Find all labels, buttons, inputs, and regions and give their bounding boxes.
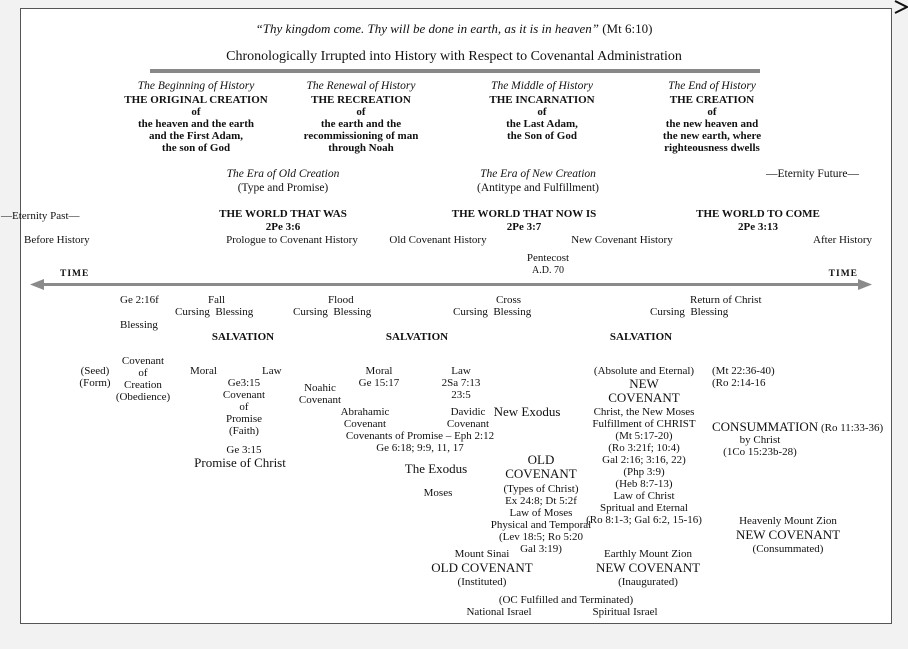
time-label-right: TIME bbox=[828, 269, 858, 279]
spiritual-israel: Spiritual Israel bbox=[592, 606, 658, 618]
world-to-come-ref: 2Pe 3:13 bbox=[737, 221, 779, 233]
cross-cursing-blessing: Cursing Blessing bbox=[453, 306, 532, 318]
verse-ref: (Mt 6:10) bbox=[602, 21, 653, 36]
ge315-label: Ge 3:15 bbox=[226, 444, 262, 456]
promise-of-christ: Promise of Christ bbox=[194, 455, 286, 470]
header-verse bbox=[256, 22, 653, 36]
salvation-1: SALVATION bbox=[211, 331, 275, 343]
mount-sinai: Mount Sinai bbox=[454, 548, 510, 560]
era-middle-text: THE INCARNATION of the Last Adam, the Son of God bbox=[489, 94, 595, 142]
heavenly-new-covenant: NEW COVENANT bbox=[735, 527, 841, 542]
era-beginning-text: THE ORIGINAL CREATION of the heaven and the earth and the First Adam, the son of God bbox=[124, 94, 268, 154]
after-history: After History bbox=[813, 234, 872, 246]
new-covenant-body: Christ, the New Moses Fulfillment of CHRIST (Mt 5:17-20) (Ro 3:21f; 10:4) Gal 2:16; 3:16, 22) (Php 3:9) (Heb 8:7-13) Law of Christ Spritual and Eternal (Ro 8:1-3; Gal 6:2, 15-16) bbox=[586, 406, 702, 526]
seed-form: (Seed) (Form) bbox=[79, 365, 111, 389]
pentecost-date: A.D. 70 bbox=[532, 265, 564, 276]
before-history: Before History bbox=[24, 234, 90, 246]
eternity-past: —Eternity Past— bbox=[1, 210, 80, 222]
era-end-italic: The End of History bbox=[668, 80, 756, 92]
header-rule bbox=[150, 69, 760, 75]
fall-label: Fall bbox=[208, 294, 226, 306]
moses-label: Moses bbox=[423, 487, 453, 499]
old-covenant-title: OLD COVENANT bbox=[505, 452, 577, 481]
heavenly-mount-zion: Heavenly Mount Zion bbox=[739, 515, 837, 527]
world-now-ref: 2Pe 3:7 bbox=[506, 221, 542, 233]
consummation-title: CONSUMMATION bbox=[712, 419, 819, 434]
cross-label: Cross bbox=[496, 294, 522, 306]
new-exodus: New Exodus bbox=[493, 404, 561, 419]
by-christ: by Christ (1Co 15:23b-28) bbox=[723, 434, 797, 458]
era-old-creation: The Era of Old Creation bbox=[226, 168, 340, 180]
verse-text: “Thy kingdom come. Thy will be done in earth, as it is in heaven” bbox=[255, 21, 599, 36]
fall-cursing-blessing: Cursing Blessing bbox=[175, 306, 254, 318]
salvation-2: SALVATION bbox=[385, 331, 449, 343]
covenant-of-promise: Ge3:15 Covenant of Promise (Faith) bbox=[222, 377, 266, 437]
new-covenant-title: NEW COVENANT bbox=[608, 376, 680, 405]
davidic-covenant: Davidic Covenant bbox=[446, 406, 490, 430]
heavenly-consummated: (Consummated) bbox=[752, 543, 824, 555]
earthly-inaugurated: (Inaugurated) bbox=[618, 576, 678, 588]
world-now: THE WORLD THAT NOW IS bbox=[451, 208, 597, 220]
era-new-creation-sub: (Antitype and Fulfillment) bbox=[476, 182, 600, 194]
law-label-1: Law bbox=[262, 365, 282, 377]
mt22-refs: (Mt 22:36-40) (Ro 2:14-16 bbox=[712, 365, 775, 389]
era-old-creation-sub: (Type and Promise) bbox=[237, 182, 329, 194]
era-beginning-italic: The Beginning of History bbox=[137, 80, 255, 92]
covenant-of-creation: Covenant of Creation (Obedience) bbox=[115, 355, 171, 403]
pentecost-label: Pentecost bbox=[526, 252, 570, 264]
national-israel: National Israel bbox=[466, 606, 532, 618]
consummation-line bbox=[712, 420, 883, 434]
corner-arrow-icon bbox=[893, 0, 908, 14]
salvation-3: SALVATION bbox=[609, 331, 673, 343]
law-label-2: Law 2Sa 7:13 23:5 bbox=[441, 365, 481, 401]
flood-cursing-blessing: Cursing Blessing bbox=[293, 306, 372, 318]
era-end-text: THE CREATION of the new heaven and the new earth, where righteousness dwells bbox=[662, 94, 762, 154]
world-that-was: THE WORLD THAT WAS bbox=[219, 208, 347, 220]
blessing-label: Blessing bbox=[120, 319, 158, 331]
noahic-covenant: Noahic Covenant bbox=[298, 382, 342, 406]
world-that-was-ref: 2Pe 3:6 bbox=[265, 221, 301, 233]
the-exodus: The Exodus bbox=[404, 461, 468, 476]
header-subtitle: Chronologically Irrupted into History with Respect to Covenantal Administration bbox=[226, 49, 682, 64]
era-middle-italic: The Middle of History bbox=[491, 80, 593, 92]
ge618-ref: Ge 6:18; 9:9, 11, 17 bbox=[376, 442, 464, 454]
earthly-mount-zion: Earthly Mount Zion bbox=[604, 548, 692, 560]
era-new-creation: The Era of New Creation bbox=[480, 168, 596, 180]
new-cov-history: New Covenant History bbox=[571, 234, 673, 246]
oc-fulfilled: (OC Fulfilled and Terminated) bbox=[498, 594, 634, 606]
prologue-label: Prologue to Covenant History bbox=[226, 234, 358, 246]
old-cov-history: Old Covenant History bbox=[389, 234, 487, 246]
world-to-come: THE WORLD TO COME bbox=[696, 208, 820, 220]
consummation-ref: (Ro 11:33-36) bbox=[820, 422, 884, 434]
eternity-future: —Eternity Future— bbox=[766, 168, 859, 180]
time-label-left: TIME bbox=[60, 269, 90, 279]
moral-label-2: Moral Ge 15:17 bbox=[358, 365, 400, 389]
ge216f-label: Ge 2:16f bbox=[120, 294, 159, 306]
covenants-of-promise: Covenants of Promise – Eph 2:12 bbox=[345, 430, 495, 442]
era-renewal-italic: The Renewal of History bbox=[306, 80, 416, 92]
moral-label-1: Moral bbox=[190, 365, 217, 377]
earthly-new-covenant: NEW COVENANT bbox=[595, 560, 701, 575]
flood-label: Flood bbox=[328, 294, 354, 306]
old-covenant-body: (Types of Christ) Ex 24:8; Dt 5:2f Law of Moses Physical and Temporal (Lev 18:5; Ro 5:20 Gal 3:19) bbox=[490, 483, 592, 555]
new-covenant-pre: (Absolute and Eternal) bbox=[593, 365, 695, 377]
return-label: Return of Christ bbox=[690, 294, 762, 306]
return-cursing-blessing: Cursing Blessing bbox=[650, 306, 729, 318]
sinai-instituted: (Instituted) bbox=[457, 576, 507, 588]
abrahamic-covenant: Abrahamic Covenant bbox=[340, 406, 390, 430]
timeline-arrow bbox=[30, 278, 872, 292]
era-renewal-text: THE RECREATION of the earth and the recommissioning of man through Noah bbox=[303, 94, 419, 154]
sinai-old-covenant: OLD COVENANT bbox=[431, 560, 533, 575]
